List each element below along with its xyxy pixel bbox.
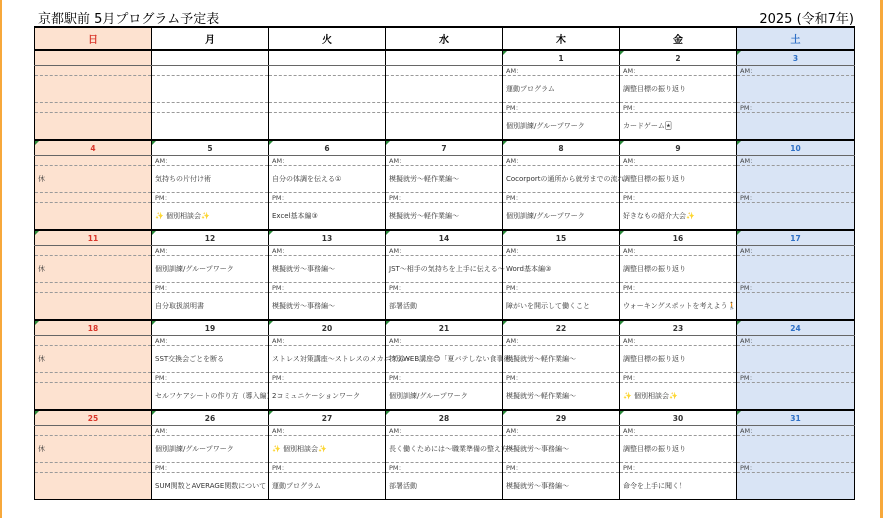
pm-label: PM： xyxy=(737,463,855,473)
week-5-amlabel-row xyxy=(35,426,855,436)
pm-label xyxy=(35,193,152,203)
am-activity: 気持ちの片付け術 xyxy=(152,166,269,193)
am-activity xyxy=(386,76,503,103)
date-cell: 17 xyxy=(737,230,855,246)
am-label: AM： xyxy=(620,336,737,346)
am-activity: 模擬就労～事務編～ xyxy=(503,436,620,463)
weekday-header-row xyxy=(35,27,855,50)
date-cell: 2 xyxy=(620,50,737,66)
pm-activity xyxy=(269,113,386,141)
date-cell: 27 xyxy=(269,410,386,426)
week-1-pm-row xyxy=(35,113,855,141)
date-cell: 7 xyxy=(386,140,503,156)
am-activity: 調整目標の振り返り xyxy=(620,76,737,103)
week-4-am-row xyxy=(35,346,855,373)
date-cell: 6 xyxy=(269,140,386,156)
pm-label: PM： xyxy=(386,463,503,473)
am-label: AM： xyxy=(386,336,503,346)
year-label: 2025 (令和7年) xyxy=(759,12,854,27)
pm-activity: 模擬就労～事務編～ xyxy=(503,473,620,500)
weekday-header-tue: 火 xyxy=(269,27,386,50)
am-label: AM： xyxy=(737,336,855,346)
pm-activity xyxy=(737,383,855,411)
pm-activity: 個別訓練/グループワーク xyxy=(503,113,620,141)
am-label xyxy=(35,426,152,436)
week-4-pmlabel-row xyxy=(35,373,855,383)
date-cell: 24 xyxy=(737,320,855,336)
am-activity: Cocorportの通所から就労までの流れ xyxy=(503,166,620,193)
date-cell: 14 xyxy=(386,230,503,246)
date-cell: 5 xyxy=(152,140,269,156)
am-activity xyxy=(737,76,855,103)
am-activity: ストレス対策講座～ストレスのメカニズム～ xyxy=(269,346,386,373)
am-label xyxy=(152,66,269,76)
date-cell: 10 xyxy=(737,140,855,156)
am-label xyxy=(35,156,152,166)
am-activity: 長く働くためには～職業準備の整え方～ xyxy=(386,436,503,463)
am-label xyxy=(35,66,152,76)
am-label xyxy=(386,66,503,76)
pm-activity xyxy=(737,293,855,321)
page-frame-right xyxy=(880,0,883,518)
pm-activity: 命令を上手に聞く！ xyxy=(620,473,737,500)
am-label: AM： xyxy=(620,246,737,256)
pm-label: PM： xyxy=(386,193,503,203)
week-5-pm-row xyxy=(35,473,855,500)
week-5-pmlabel-row xyxy=(35,463,855,473)
weekday-header-sun: 日 xyxy=(35,27,152,50)
am-activity xyxy=(35,76,152,103)
am-activity: 休 xyxy=(35,436,152,463)
pm-activity: 好きなもの紹介大会✨ xyxy=(620,203,737,231)
weekday-header-wed: 水 xyxy=(386,27,503,50)
am-label xyxy=(35,336,152,346)
am-activity: ✨ 個別相談会✨ xyxy=(269,436,386,463)
pm-activity: 模擬就労～事務編～ xyxy=(269,293,386,321)
date-cell: 16 xyxy=(620,230,737,246)
date-cell xyxy=(386,50,503,66)
date-cell: 1 xyxy=(503,50,620,66)
week-2-date-row xyxy=(35,140,855,156)
pm-activity: SUM関数とAVERAGE関数について xyxy=(152,473,269,500)
pm-label: PM： xyxy=(152,283,269,293)
pm-label: PM： xyxy=(503,193,620,203)
am-activity: 自分の体調を伝える① xyxy=(269,166,386,193)
pm-label xyxy=(386,103,503,113)
weekday-header-fri: 金 xyxy=(620,27,737,50)
pm-label: PM： xyxy=(503,463,620,473)
am-activity xyxy=(737,346,855,373)
pm-activity: 個別訓練/グループワーク xyxy=(503,203,620,231)
pm-activity xyxy=(152,113,269,141)
pm-label: PM： xyxy=(737,103,855,113)
am-activity xyxy=(737,436,855,463)
am-label xyxy=(35,246,152,256)
pm-activity: ✨ 個別相談会✨ xyxy=(152,203,269,231)
weekday-header-thu: 木 xyxy=(503,27,620,50)
page-frame-left xyxy=(0,0,2,518)
am-label: AM： xyxy=(503,156,620,166)
pm-label: PM： xyxy=(503,373,620,383)
am-label: AM： xyxy=(386,426,503,436)
date-cell: 20 xyxy=(269,320,386,336)
am-label: AM： xyxy=(737,156,855,166)
pm-activity: 個別訓練/グループワーク xyxy=(386,383,503,411)
week-1-am-row xyxy=(35,76,855,103)
am-activity: 調整目標の振り返り xyxy=(620,256,737,283)
pm-activity: セルフケアシートの作り方（導入編） xyxy=(152,383,269,411)
pm-label xyxy=(152,103,269,113)
pm-activity: 障がいを開示して働くこと xyxy=(503,293,620,321)
am-activity: 特別WEB講座😊「夏バテしない食事術」 xyxy=(386,346,503,373)
am-label: AM： xyxy=(269,156,386,166)
am-label: AM： xyxy=(503,426,620,436)
date-cell: 31 xyxy=(737,410,855,426)
am-label: AM： xyxy=(620,156,737,166)
pm-label xyxy=(35,283,152,293)
week-4-amlabel-row xyxy=(35,336,855,346)
weekday-header-mon: 月 xyxy=(152,27,269,50)
pm-label: PM： xyxy=(269,463,386,473)
am-activity: 調整目標の振り返り xyxy=(620,436,737,463)
weekday-header-sat: 土 xyxy=(737,27,855,50)
am-activity: 個別訓練/グループワーク xyxy=(152,436,269,463)
week-3-pm-row xyxy=(35,293,855,321)
am-activity: 運動プログラム xyxy=(503,76,620,103)
am-label: AM： xyxy=(386,156,503,166)
pm-label: PM： xyxy=(620,193,737,203)
date-cell: 9 xyxy=(620,140,737,156)
am-label: AM： xyxy=(269,246,386,256)
week-3-amlabel-row xyxy=(35,246,855,256)
am-activity: 休 xyxy=(35,166,152,193)
pm-activity xyxy=(35,203,152,231)
am-label: AM： xyxy=(620,66,737,76)
pm-activity: 運動プログラム xyxy=(269,473,386,500)
week-2-pm-row xyxy=(35,203,855,231)
pm-label: PM： xyxy=(269,283,386,293)
pm-activity: 模擬就労～軽作業編～ xyxy=(503,383,620,411)
pm-label xyxy=(35,103,152,113)
pm-activity: 自分取扱説明書 xyxy=(152,293,269,321)
date-cell: 28 xyxy=(386,410,503,426)
pm-label xyxy=(269,103,386,113)
am-activity xyxy=(269,76,386,103)
pm-activity: 2コミュニケーションワーク xyxy=(269,383,386,411)
am-activity: SST交換会ごとを断る xyxy=(152,346,269,373)
week-5-date-row xyxy=(35,410,855,426)
week-2-pmlabel-row xyxy=(35,193,855,203)
pm-activity: 部署活動 xyxy=(386,473,503,500)
am-label: AM： xyxy=(269,336,386,346)
pm-label: PM： xyxy=(737,193,855,203)
date-cell xyxy=(152,50,269,66)
date-cell: 21 xyxy=(386,320,503,336)
am-activity: 模擬就労～軽作業編～ xyxy=(503,346,620,373)
pm-label: PM： xyxy=(386,283,503,293)
week-1-date-row xyxy=(35,50,855,66)
date-cell: 11 xyxy=(35,230,152,246)
am-label: AM： xyxy=(503,246,620,256)
page-title: 京都駅前 5月プログラム予定表 xyxy=(38,12,220,27)
pm-activity: ✨ 個別相談会✨ xyxy=(620,383,737,411)
pm-label: PM： xyxy=(503,283,620,293)
week-3-pmlabel-row xyxy=(35,283,855,293)
am-label xyxy=(269,66,386,76)
pm-activity: ウォーキングスポットを考えよう🚶 xyxy=(620,293,737,321)
am-activity xyxy=(737,256,855,283)
am-activity: 休 xyxy=(35,346,152,373)
date-cell: 18 xyxy=(35,320,152,336)
date-cell: 3 xyxy=(737,50,855,66)
pm-activity xyxy=(386,113,503,141)
am-activity: 模擬就労～事務編～ xyxy=(269,256,386,283)
am-activity: 調整目標の振り返り xyxy=(620,346,737,373)
date-cell: 8 xyxy=(503,140,620,156)
pm-label: PM： xyxy=(737,283,855,293)
date-cell: 12 xyxy=(152,230,269,246)
am-label: AM： xyxy=(269,426,386,436)
pm-activity xyxy=(35,113,152,141)
date-cell: 30 xyxy=(620,410,737,426)
date-cell xyxy=(269,50,386,66)
am-label: AM： xyxy=(737,426,855,436)
am-activity xyxy=(152,76,269,103)
date-cell: 22 xyxy=(503,320,620,336)
week-2-am-row xyxy=(35,166,855,193)
am-label: AM： xyxy=(620,426,737,436)
pm-label: PM： xyxy=(386,373,503,383)
pm-label: PM： xyxy=(620,283,737,293)
am-activity: 調整目標の振り返り xyxy=(620,166,737,193)
date-cell: 13 xyxy=(269,230,386,246)
pm-activity xyxy=(737,113,855,141)
pm-activity xyxy=(737,473,855,500)
pm-activity: Excel基本編③ xyxy=(269,203,386,231)
week-1-pmlabel-row xyxy=(35,103,855,113)
pm-label: PM： xyxy=(152,463,269,473)
am-label: AM： xyxy=(737,246,855,256)
pm-activity: カードゲーム🃏 xyxy=(620,113,737,141)
am-label: AM： xyxy=(737,66,855,76)
week-2-amlabel-row xyxy=(35,156,855,166)
am-label: AM： xyxy=(152,336,269,346)
calendar-grid xyxy=(34,26,854,500)
week-1-amlabel-row xyxy=(35,66,855,76)
pm-label: PM： xyxy=(269,373,386,383)
week-4-date-row xyxy=(35,320,855,336)
am-label: AM： xyxy=(503,66,620,76)
am-activity xyxy=(737,166,855,193)
am-activity: JST～相手の気持ちを上手に伝える～ xyxy=(386,256,503,283)
date-cell: 26 xyxy=(152,410,269,426)
pm-label xyxy=(35,373,152,383)
pm-label: PM： xyxy=(152,193,269,203)
am-activity: 模擬就労～軽作業編～ xyxy=(386,166,503,193)
am-label: AM： xyxy=(503,336,620,346)
am-activity: Word基本編③ xyxy=(503,256,620,283)
pm-activity xyxy=(737,203,855,231)
week-5-am-row xyxy=(35,436,855,463)
date-cell: 25 xyxy=(35,410,152,426)
date-cell: 23 xyxy=(620,320,737,336)
date-cell: 19 xyxy=(152,320,269,336)
date-cell: 4 xyxy=(35,140,152,156)
am-activity: 個別訓練/グループワーク xyxy=(152,256,269,283)
pm-activity: 部署活動 xyxy=(386,293,503,321)
pm-activity: 模擬就労～軽作業編～ xyxy=(386,203,503,231)
pm-label: PM： xyxy=(620,373,737,383)
pm-label: PM： xyxy=(737,373,855,383)
date-cell xyxy=(35,50,152,66)
week-4-pm-row xyxy=(35,383,855,411)
pm-activity xyxy=(35,293,152,321)
pm-activity xyxy=(35,473,152,500)
am-label: AM： xyxy=(152,156,269,166)
pm-label: PM： xyxy=(152,373,269,383)
pm-label: PM： xyxy=(620,103,737,113)
pm-activity xyxy=(35,383,152,411)
am-label: AM： xyxy=(386,246,503,256)
am-label: AM： xyxy=(152,246,269,256)
week-3-date-row xyxy=(35,230,855,246)
date-cell: 15 xyxy=(503,230,620,246)
date-cell: 29 xyxy=(503,410,620,426)
am-label: AM： xyxy=(152,426,269,436)
pm-label: PM： xyxy=(269,193,386,203)
pm-label: PM： xyxy=(503,103,620,113)
week-3-am-row xyxy=(35,256,855,283)
pm-label xyxy=(35,463,152,473)
am-activity: 休 xyxy=(35,256,152,283)
pm-label: PM： xyxy=(620,463,737,473)
schedule-table xyxy=(34,26,855,500)
